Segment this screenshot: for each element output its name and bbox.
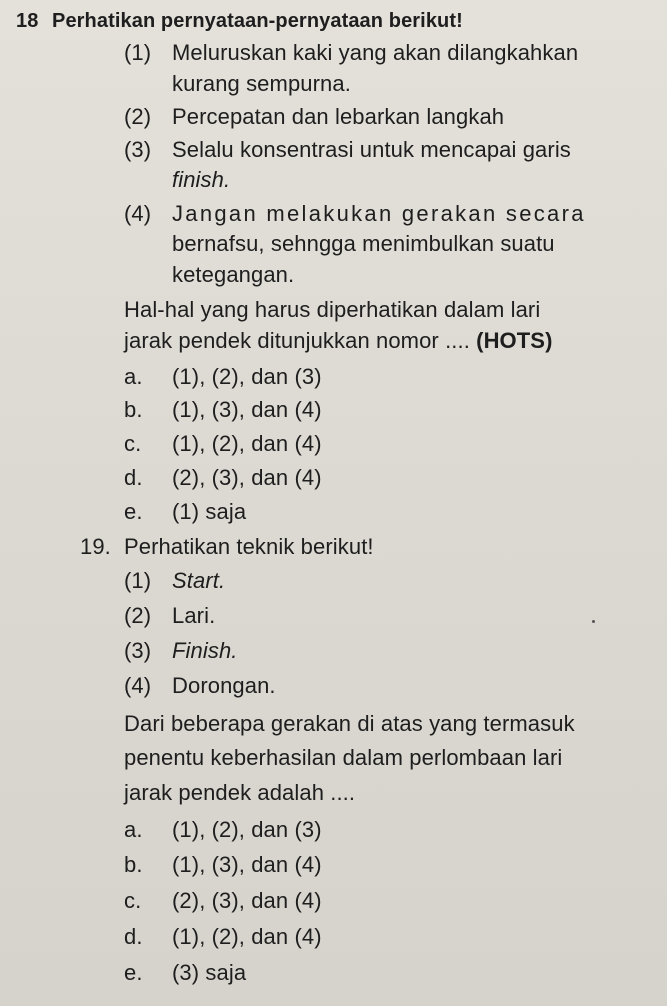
question-18-number: 18 bbox=[16, 10, 39, 32]
q19-option-a-text: (1), (2), dan (3) bbox=[172, 817, 322, 842]
question-19-prompt: Perhatikan teknik berikut! bbox=[124, 534, 374, 559]
technique-2-number: (2) bbox=[124, 603, 152, 628]
statement-2-line-1: Percepatan dan lebarkan langkah bbox=[172, 104, 505, 129]
q18-option-a-text: (1), (2), dan (3) bbox=[172, 364, 322, 389]
q18-option-d-letter: d. bbox=[124, 465, 143, 490]
statement-4-number: (4) bbox=[124, 201, 152, 226]
technique-3-number: (3) bbox=[124, 638, 152, 663]
q19-option-d-letter: d. bbox=[124, 924, 143, 949]
q19-option-d-text: (1), (2), dan (4) bbox=[172, 924, 322, 949]
statement-3-line-2: finish. bbox=[172, 167, 231, 192]
statement-4-line-1: Jangan melakukan gerakan secara bbox=[172, 201, 586, 226]
technique-1-text: Start. bbox=[172, 568, 226, 593]
question-18-body-line-1: Hal-hal yang harus diperhatikan dalam lari bbox=[124, 297, 541, 322]
statement-1-line-2: kurang sempurna. bbox=[172, 71, 351, 96]
q18-option-c-letter: c. bbox=[124, 431, 142, 456]
statement-1-line-1: Meluruskan kaki yang akan dilangkahkan bbox=[172, 40, 579, 65]
question-18-body-text: jarak pendek ditunjukkan nomor .... bbox=[124, 328, 470, 353]
q18-option-a-letter: a. bbox=[124, 364, 143, 389]
q19-option-c-letter: c. bbox=[124, 888, 142, 913]
question-18-prompt: Perhatikan pernyataan-pernyataan berikut! bbox=[52, 10, 463, 32]
q19-option-b-letter: b. bbox=[124, 852, 143, 877]
q18-option-d-text: (2), (3), dan (4) bbox=[172, 465, 322, 490]
q18-option-c-text: (1), (2), dan (4) bbox=[172, 431, 322, 456]
technique-4-number: (4) bbox=[124, 673, 152, 698]
q18-option-b-text: (1), (3), dan (4) bbox=[172, 397, 322, 422]
statement-3-number: (3) bbox=[124, 137, 152, 162]
statement-4-line-3: ketegangan. bbox=[172, 262, 295, 287]
question-19-number: 19. bbox=[80, 534, 111, 559]
q19-option-e-letter: e. bbox=[124, 960, 143, 985]
statement-3-line-1: Selalu konsentrasi untuk mencapai garis bbox=[172, 137, 571, 162]
technique-4-text: Dorongan. bbox=[172, 673, 276, 698]
q18-option-b-letter: b. bbox=[124, 397, 143, 422]
q19-option-e-text: (3) saja bbox=[172, 960, 247, 985]
question-18-body-line-2 bbox=[124, 328, 553, 354]
question-19-body-line-3: jarak pendek adalah .... bbox=[124, 780, 356, 805]
technique-2-text: Lari. bbox=[172, 603, 216, 628]
hots-label: (HOTS) bbox=[476, 328, 553, 353]
question-19-body-line-1: Dari beberapa gerakan di atas yang termasuk bbox=[124, 711, 575, 736]
technique-3-text: Finish. bbox=[172, 638, 238, 663]
statement-4-line-2: bernafsu, sehngga menimbulkan suatu bbox=[172, 231, 555, 256]
question-19-body-line-2: penentu keberhasilan dalam perlombaan lari bbox=[124, 745, 563, 770]
statement-1-number: (1) bbox=[124, 40, 152, 65]
paper-speck bbox=[592, 620, 595, 623]
q19-option-b-text: (1), (3), dan (4) bbox=[172, 852, 322, 877]
q18-option-e-text: (1) saja bbox=[172, 499, 247, 524]
statement-2-number: (2) bbox=[124, 104, 152, 129]
q19-option-a-letter: a. bbox=[124, 817, 143, 842]
q18-option-e-letter: e. bbox=[124, 499, 143, 524]
technique-1-number: (1) bbox=[124, 568, 152, 593]
q19-option-c-text: (2), (3), dan (4) bbox=[172, 888, 322, 913]
